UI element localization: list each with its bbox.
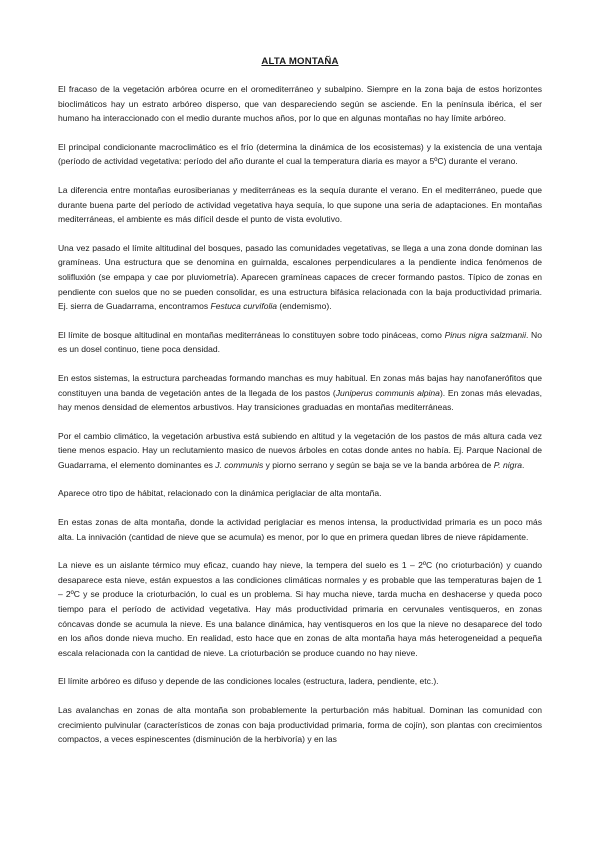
paragraph — [58, 703, 542, 747]
document-body — [58, 82, 542, 747]
paragraph — [58, 82, 542, 126]
species-name: J. communis — [215, 459, 264, 470]
paragraph — [58, 371, 542, 415]
text-run: El principal condicionante macroclimático es el frío (determina la dinámica de los ecosistemas) y la existencia de una ventaja (período de actividad vegetativa: período del año durante el cual la temperatura diaria es mayor a 5ºC) durante el verano. — [58, 141, 542, 167]
paragraph — [58, 140, 542, 169]
text-run: El límite de bosque altitudinal en montañas mediterráneas lo constituyen sobre todo pináceas, como — [58, 329, 445, 340]
text-run: Aparece otro tipo de hábitat, relacionado con la dinámica periglaciar de alta montaña. — [58, 488, 382, 499]
text-run: La diferencia entre montañas eurosiberianas y mediterráneas es la sequía durante el verano. En el mediterráneo, puede que durante buena parte del período de actividad vegetativa haya sequía, lo que supone una seria de adaptaciones. En montañas mediterráneas, el ambiente es más difícil desde el punto de vista evolutivo. — [58, 184, 542, 225]
paragraph — [58, 328, 542, 357]
text-run: En estos sistemas, la estructura parcheadas formando manchas es muy habitual. En zonas más bajas hay nanofanerófitos que constituyen una banda de vegetación antes de la llegada de los pastos ( — [58, 372, 542, 398]
text-run: y piorno serrano y según se baja se ve la banda arbórea de — [263, 459, 494, 470]
paragraph — [58, 558, 542, 660]
species-name: Festuca curvifolia — [210, 301, 278, 312]
text-run: Por el cambio climático, la vegetación arbustiva está subiendo en altitud y la vegetación de los pastos de más altura cada vez tiene menos espacio. Hay un reclutamiento masico de nuevos árboles en cotas donde antes no había. Ej. Parque Nacional de Guadarrama, el elemento dominantes es — [58, 430, 542, 470]
paragraph — [58, 241, 542, 314]
species-name: P. nigra — [493, 459, 523, 470]
text-run: ). En zonas más elevadas, hay menos densidad de elementos arbustivos. Hay transiciones graduadas en montañas mediterráneas. — [58, 387, 542, 413]
paragraph — [58, 429, 542, 473]
text-run: El límite arbóreo es difuso y depende de las condiciones locales (estructura, ladera, pendiente, etc.). — [58, 676, 439, 687]
text-run: . — [522, 459, 525, 470]
text-run: La nieve es un aislante térmico muy eficaz, cuando hay nieve, la tempera del suelo es 1 – 2ºC (no crioturbación) y cuando desaparece esta nieve, están expuestos a las condiciones climáticas normales y es probable que las temperaturas bajen de 1 – 2ºC y se produce la crioturbación, lo cual es un problema. Si hay mucha nieve, tarda mucha en deshacerse y queda poco tiempo para el período de actividad vegetativa. Hay más productividad primaria en cervunales ventisqueros, en zonas cóncavas donde se acumula la nieve. Es una balance dinámica, hay ventisqueros en los que la nieve no desaparece del todo en los años donde nieva mucho. En realidad, esto hace que en zonas de alta montaña haya más heterogeneidad a pequeña escala relacionada con la cantidad de nieve. La crioturbación se produce cuando no hay nieve. — [58, 560, 542, 658]
paragraph — [58, 183, 542, 227]
text-run: En estas zonas de alta montaña, donde la actividad periglaciar es menos intensa, la productividad primaria es un poco más alta. La innivación (cantidad de nieve que se acumula) es menor, por lo que en primera quedan libres de nieve rápidamente. — [58, 517, 542, 542]
text-run: . No es un dosel continuo, tiene poca densidad. — [58, 329, 542, 355]
document-title: ALTA MONTAÑA — [261, 56, 339, 67]
paragraph — [58, 515, 542, 544]
species-name: Pinus nigra salzmanii — [444, 329, 526, 340]
text-run: Una vez pasado el límite altitudinal del bosques, pasado las comunidades vegetativas, se llega a una zona donde dominan las gramíneas. Una estructura que se denomina en guirnalda, escalones perpendiculares a la pendiente indica fenómenos de solifluxión (se empapa y cae por pluviometría). Aparecen gramíneas capaces de crecer formando pastos. Típico de zonas en pendiente con suelos que no se pueden consolidar, es una estructura bifásica relacionada con la baja productividad primaria. Ej. sierra de Guadarrama, encontramos — [58, 242, 542, 312]
text-run: El fracaso de la vegetación arbórea ocurre en el oromediterráneo y subalpino. Siempre en la zona baja de estos horizontes bioclimáticos hay un estrato arbóreo disperso, que van despareciendo según se asciende. En la península ibérica, el ser humano ha interaccionado con el medio durante muchos años, por lo que en algunas montañas no hay límite arbóreo. — [58, 84, 542, 124]
text-run: Las avalanchas en zonas de alta montaña son probablemente la perturbación más habitual. Dominan las comunidad con crecimiento pulvinular (característicos de zonas con baja productividad primaria, forma de cojín), son plantas con crecimientos compactos, a veces espinescentes (disminución de la herbivoría) y en las — [58, 705, 542, 745]
text-run: (endemismo). — [277, 301, 332, 312]
species-name: Juniperus communis alpina — [335, 387, 440, 398]
paragraph — [58, 486, 542, 501]
paragraph — [58, 674, 542, 689]
